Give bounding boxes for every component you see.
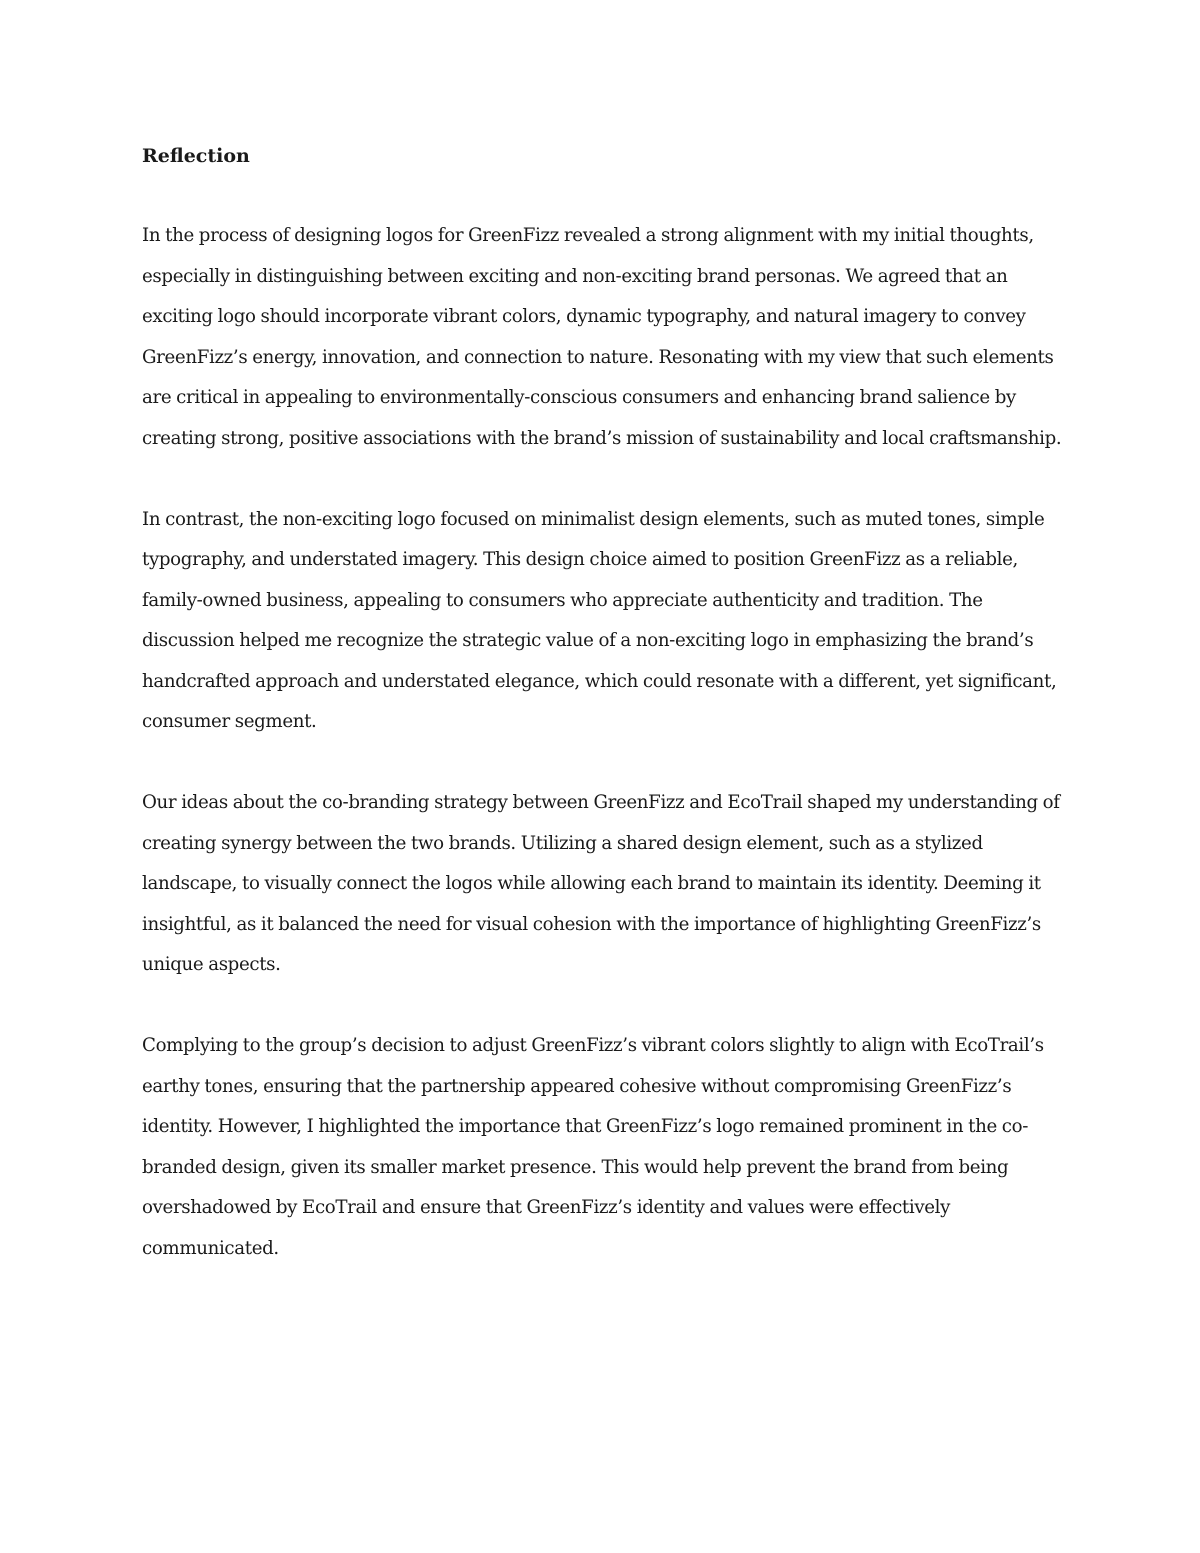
paragraph-1: In the process of designing logos for GreenFizz revealed a strong alignment with my initial thoughts, especially in distinguishing between exciting and non-exciting brand personas. We agreed that an exciting logo should incorporate vibrant colors, dynamic typography, and natural imagery to convey GreenFizz’s energy, innovation, and connection to nature. Resonating with my view that such elements are critical in appealing to environmentally-conscious consumers and enhancing brand salience by creating strong, positive associations with the brand’s mission of sustainability and local craftsmanship. — [142, 225, 1062, 449]
paragraph-4: Complying to the group’s decision to adjust GreenFizz’s vibrant colors slightly to align with EcoTrail’s earthy tones, ensuring that the partnership appeared cohesive without compromising GreenFizz’s identity. However, I highlighted the importance that GreenFizz’s logo remained prominent in the co-branded design, given its smaller market presence. This would help prevent the brand from being overshadowed by EcoTrail and ensure that GreenFizz’s identity and values were effectively communicated. — [142, 1035, 1044, 1259]
document-body — [142, 136, 1062, 1310]
paragraph-2: In contrast, the non-exciting logo focused on minimalist design elements, such as muted tones, simple typography, and understated imagery. This design choice aimed to position GreenFizz as a reliable, family-owned business, appealing to consumers who appreciate authenticity and tradition. The discussion helped me recognize the strategic value of a non-exciting logo in emphasizing the brand’s handcrafted approach and understated elegance, which could resonate with a different, yet significant, consumer segment. — [142, 508, 1057, 732]
document-heading: Reflection — [142, 145, 250, 167]
paragraph-3: Our ideas about the co-branding strategy between GreenFizz and EcoTrail shaped my understanding of creating synergy between the two brands. Utilizing a shared design element, such as a stylized landscape, to visually connect the logos while allowing each brand to maintain its identity. Deeming it insightful, as it balanced the need for visual cohesion with the importance of highlighting GreenFizz’s unique aspects. — [142, 792, 1060, 975]
